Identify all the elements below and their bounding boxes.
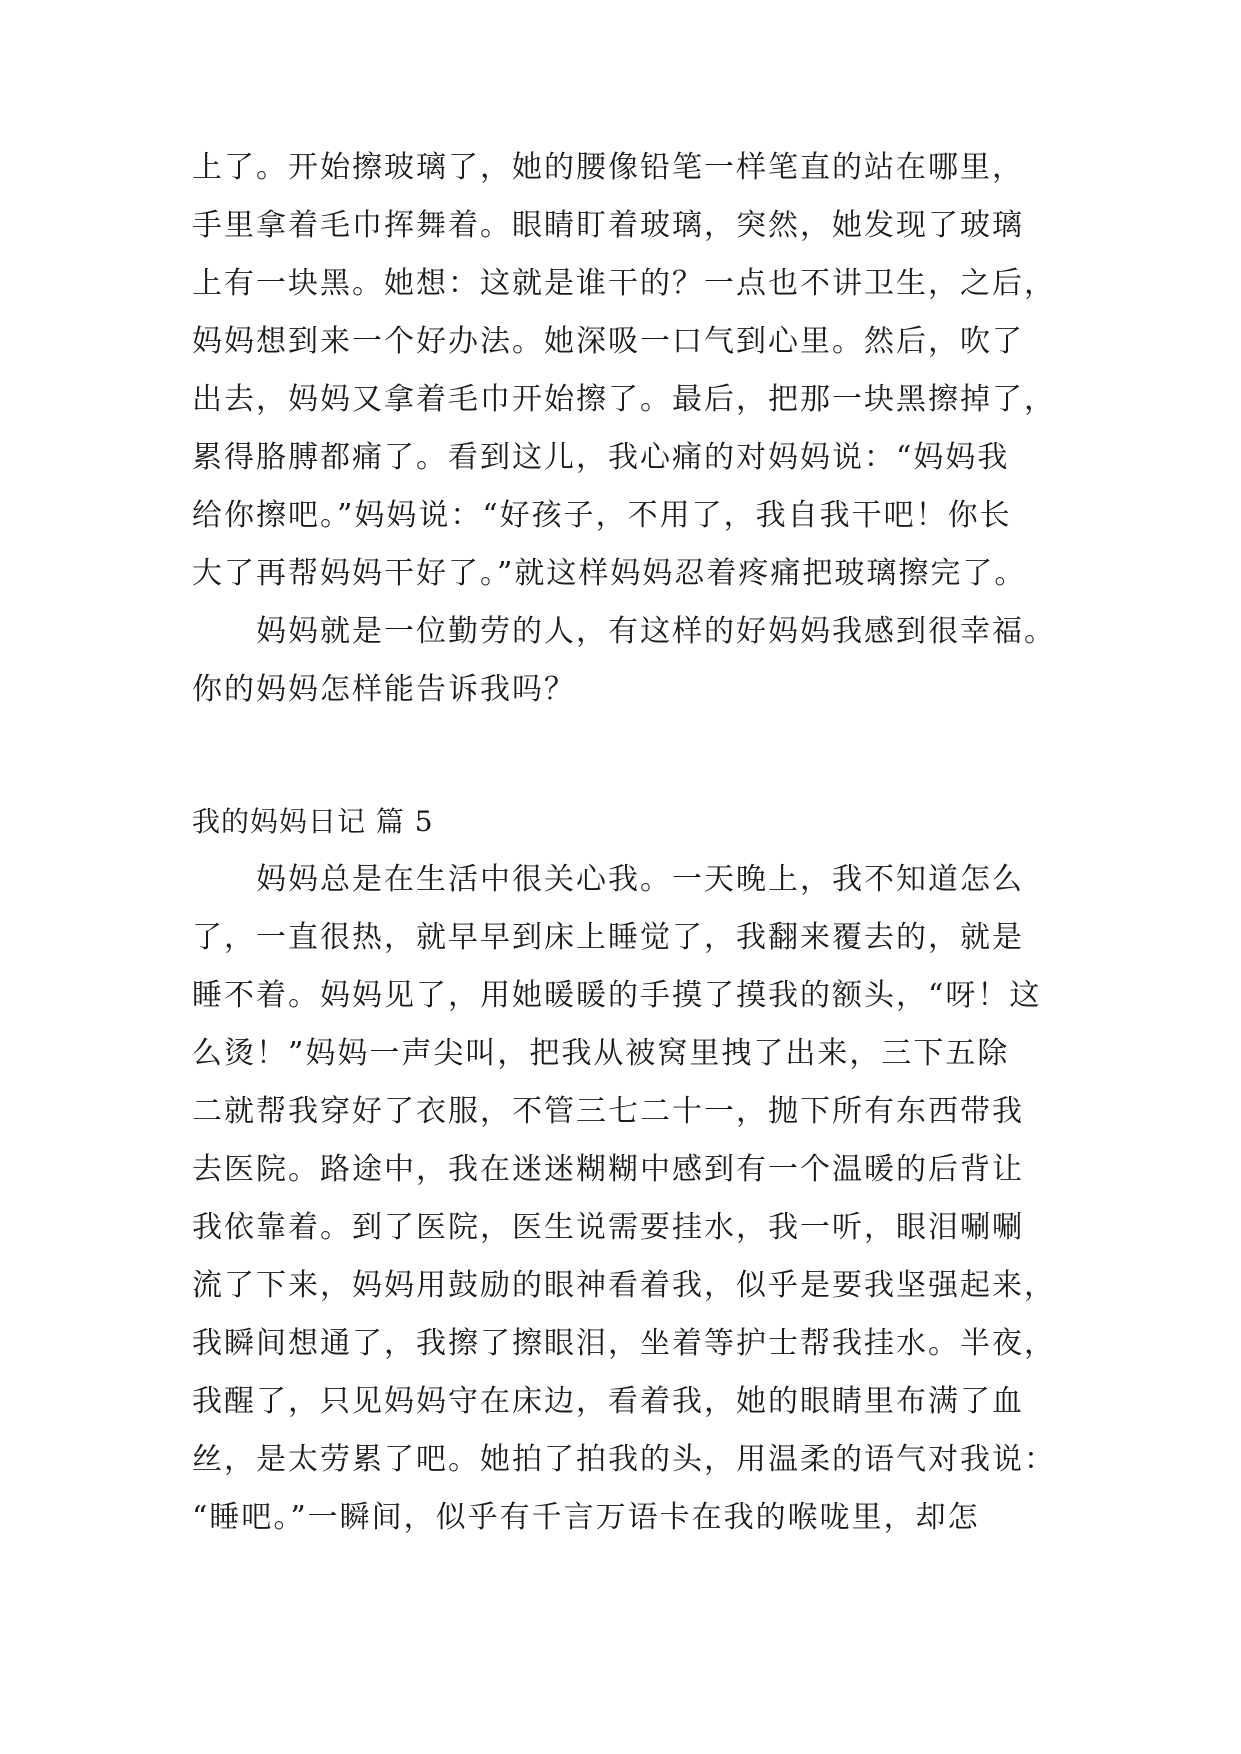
text-line: 妈妈想到来一个好办法。她深吸一口气到心里。然后，吹了 (192, 324, 1024, 359)
text-line: “睡吧。”一瞬间，似乎有千言万语卡在我的喉咙里，却怎 (192, 1500, 980, 1535)
text-line: 二就帮我穿好了衣服，不管三七二十一，抛下所有东西带我 (192, 1094, 1024, 1129)
text-line: 了，一直很热，就早早到床上睡觉了，我翻来覆去的，就是 (192, 920, 1024, 955)
text-line: 么烫！”妈妈一声尖叫，把我从被窝里拽了出来，三下五除 (192, 1036, 1010, 1071)
section-heading: 我的妈妈日记 篇 5 (192, 805, 434, 838)
text-line: 上了。开始擦玻璃了，她的腰像铅笔一样笔直的站在哪里， (192, 150, 1024, 185)
text-line: 妈妈就是一位勤劳的人，有这样的好妈妈我感到很幸福。 (192, 614, 1056, 649)
text-line: 手里拿着毛巾挥舞着。眼睛盯着玻璃，突然，她发现了玻璃 (192, 208, 1024, 243)
text-line: 你的妈妈怎样能告诉我吗？ (192, 672, 576, 707)
text-line: 流了下来，妈妈用鼓励的眼神看着我，似乎是要我坚强起来， (192, 1268, 1056, 1303)
text-line: 大了再帮妈妈干好了。”就这样妈妈忍着疼痛把玻璃擦完了。 (192, 556, 1027, 591)
text-line: 睡不着。妈妈见了，用她暖暖的手摸了摸我的额头，“呀！这 (192, 978, 1042, 1013)
text-line: 累得胳膊都痛了。看到这儿，我心痛的对妈妈说：“妈妈我 (192, 440, 1010, 475)
text-line: 我依靠着。到了医院，医生说需要挂水，我一听，眼泪唰唰 (192, 1210, 1024, 1245)
text-line: 我醒了，只见妈妈守在床边，看着我，她的眼睛里布满了血 (192, 1384, 1024, 1419)
text-line: 我瞬间想通了，我擦了擦眼泪，坐着等护士帮我挂水。半夜， (192, 1326, 1056, 1361)
text-line: 上有一块黑。她想：这就是谁干的？一点也不讲卫生，之后， (192, 266, 1056, 301)
text-line: 妈妈总是在生活中很关心我。一天晚上，我不知道怎么 (192, 862, 1024, 897)
text-line: 给你擦吧。”妈妈说：“好孩子，不用了，我自我干吧！你长 (192, 498, 1012, 533)
text-line: 出去，妈妈又拿着毛巾开始擦了。最后，把那一块黑擦掉了， (192, 382, 1056, 417)
text-line: 去医院。路途中，我在迷迷糊糊中感到有一个温暖的后背让 (192, 1152, 1024, 1187)
text-line: 丝，是太劳累了吧。她拍了拍我的头，用温柔的语气对我说： (192, 1442, 1056, 1477)
